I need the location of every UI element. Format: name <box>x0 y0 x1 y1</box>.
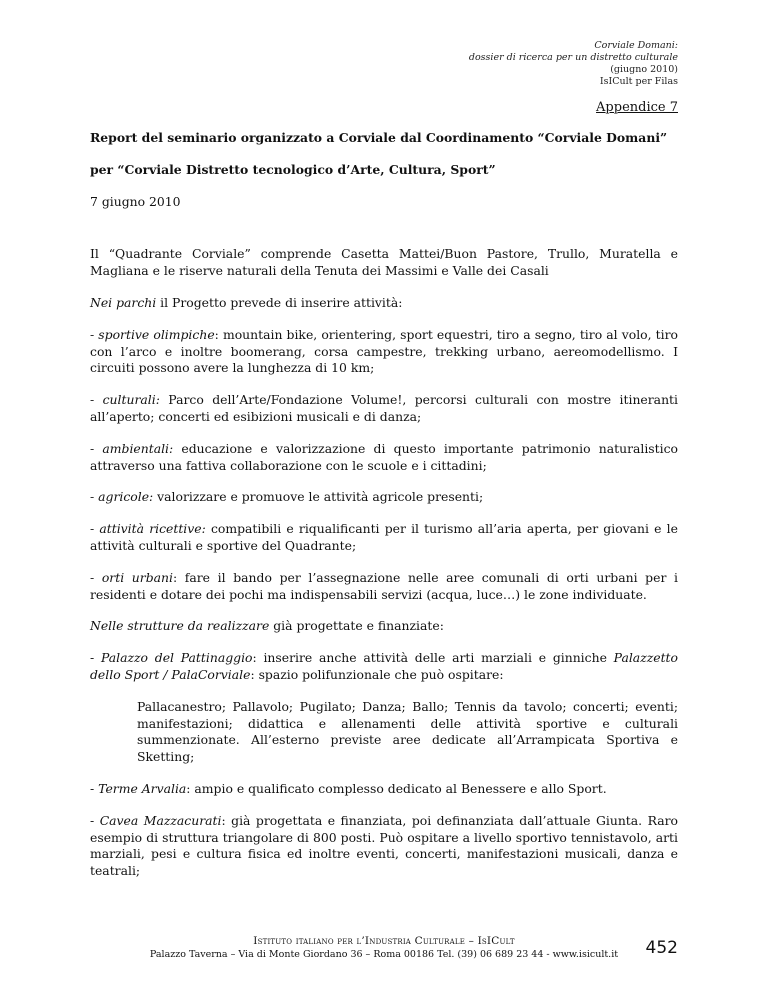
terme-name: Terme Arvalia <box>98 780 187 796</box>
header-line-4: IsICult per Filas <box>599 76 678 87</box>
appendix-label: Appendice 7 <box>596 100 678 115</box>
header-line-3: (giugno 2010) <box>610 64 678 75</box>
park-item-text: Parco dell’Arte/Fondazione Volume!, percorsi culturali con mostre itineranti all’aperto; concerti ed esibizioni musicali e di danza; <box>90 392 678 424</box>
terme-dash: - <box>90 780 99 796</box>
intro-paragraph: Il “Quadrante Corviale” comprende Casetta Mattei/Buon Pastore, Trullo, Muratella e Magliana e le riserve naturali della Tenuta dei Massimi e Valle dei Casali <box>90 246 678 279</box>
cavea-paragraph <box>90 813 678 880</box>
parks-lead-text: il Progetto prevede di inserire attività: <box>156 294 403 310</box>
park-item-label: - ambientali: <box>90 440 174 456</box>
park-item-culturali <box>90 392 678 426</box>
report-date: 7 giugno 2010 <box>90 193 181 209</box>
document-body <box>90 130 678 895</box>
palazzo-activities-list: Pallacanestro; Pallavolo; Pugilato; Danza; Ballo; Tennis da tavolo; concerti; eventi; manifestazioni; didattica e allenamenti delle attività sportive e culturali summenzionate. All’esterno previste aree dedicate all’Arrampicata Sportiva e Sketting; <box>137 698 678 765</box>
park-item-text: : mountain bike, orientering, sport equestri, tiro a segno, tiro al volo, tiro con l’arco e inoltre boomerang, corsa campestre, trekking urbano, aereomodellismo. I circuiti possono avere la lunghezza di 10 km; <box>90 326 678 376</box>
park-item-text: : fare il bando per l’assegnazione nelle aree comunali di orti urbani per i residenti e dotare dei pochi ma indispensabili servizi (acqua, luce…) le zone individuate. <box>90 569 678 602</box>
page-footer <box>90 934 678 962</box>
park-item-label: - attività ricettive: <box>90 521 206 537</box>
cavea-name: Cavea Mazzacurati <box>99 812 222 828</box>
parks-lead <box>90 295 678 312</box>
park-item-text: valorizzare e promuove le attività agricole presenti; <box>153 489 484 505</box>
palazzetto-name: Palazzetto dello Sport / PalaCorviale <box>90 650 678 682</box>
report-title-line-1: Report del seminario organizzato a Corviale dal Coordinamento “Corviale Domani” <box>90 130 668 145</box>
palazzo-dash: - <box>90 650 101 666</box>
terme-text: : ampio e qualificato complesso dedicato al Benessere e allo Sport. <box>186 780 607 796</box>
header-line-1: Corviale Domani: <box>594 40 678 51</box>
park-item-text: educazione e valorizzazione di questo importante patrimonio naturalistico attraverso una fattiva collaborazione con le scuole e i cittadini; <box>90 440 679 473</box>
park-item-label: - sportive olimpiche <box>90 326 215 342</box>
header-line-2: dossier di ricerca per un distretto culturale <box>468 52 678 63</box>
running-header <box>469 40 678 88</box>
park-item-label: - culturali: <box>90 392 160 408</box>
cavea-dash: - <box>90 812 100 828</box>
park-item-label: - orti urbani <box>90 569 173 585</box>
structures-lead <box>90 618 678 635</box>
park-item-ambientali <box>90 441 678 475</box>
structures-lead-text: già progettate e finanziate: <box>269 618 444 634</box>
page-number: 452 <box>645 938 678 958</box>
park-item-label: - agricole: <box>90 489 154 505</box>
structures-lead-emphasis: Nelle strutture da realizzare <box>90 618 270 634</box>
parks-lead-emphasis: Nei parchi <box>90 294 157 310</box>
terme-paragraph <box>90 781 678 798</box>
park-item-agricole <box>90 489 678 506</box>
palazzo-text: : inserire anche attività delle arti marziali e ginniche <box>252 650 614 666</box>
palazzo-paragraph <box>90 650 678 684</box>
park-item-sportive <box>90 327 678 377</box>
footer-address: Palazzo Taverna – Via di Monte Giordano 36 – Roma 00186 Tel. (39) 06 689 23 44 - www.isicult.it <box>149 949 619 960</box>
park-item-ricettive <box>90 521 678 555</box>
report-title-line-2: per “Corviale Distretto tecnologico d’Arte, Cultura, Sport” <box>90 161 496 177</box>
park-item-orti <box>90 570 678 604</box>
palazzo-name: Palazzo del Pattinaggio <box>100 650 253 666</box>
footer-institute: Istituto italiano per l’Industria Culturale – IsICult <box>253 935 515 947</box>
park-item-text: compatibili e riqualificanti per il turismo all’aria aperta, per giovani e le attività culturali e sportive del Quadrante; <box>90 521 678 553</box>
cavea-text: : già progettata e finanziata, poi definanziata dall’attuale Giunta. Raro esempio di struttura triangolare di 800 posti. Può ospitare a livello sportivo tennistavolo, arti marziali, pesi e cultura fisica ed inoltre eventi, concerti, manifestazioni musicali, danza e teatrali; <box>90 812 678 879</box>
palazzetto-text: : spazio polifunzionale che può ospitare: <box>250 666 504 682</box>
